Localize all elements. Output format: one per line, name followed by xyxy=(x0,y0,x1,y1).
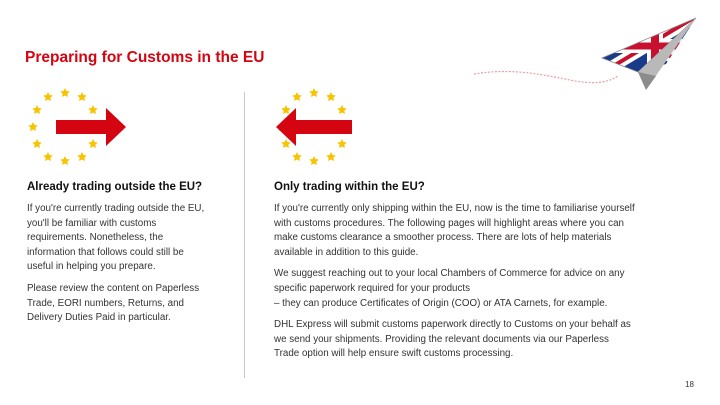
right-paragraph-1: If you're currently only shipping within the EU, now is the time to familiarise yourself with customs procedures. The following pages will highlight areas where you can make customs clearance a smoother process. There are lots of help materials available in addition to this guide. xyxy=(274,203,635,258)
right-column-body xyxy=(274,202,692,369)
eu-stars-arrow-in-icon xyxy=(266,82,376,172)
left-paragraph-2: Please review the content on Paperless Trade, EORI numbers, Returns, and Delivery Duties Paid in particular. xyxy=(27,282,200,324)
right-column-heading: Only trading within the EU? xyxy=(274,181,425,193)
left-column-body xyxy=(27,202,239,333)
left-column-heading: Already trading outside the EU? xyxy=(27,181,203,193)
paper-plane-union-jack-icon xyxy=(470,14,710,96)
right-paragraph-3: DHL Express will submit customs paperwork directly to Customs on your behalf as we send your shipments. Providing the relevant documents via our Paperless Trade option will help ensure swift customs processing. xyxy=(274,319,631,360)
page-number: 18 xyxy=(685,380,694,389)
column-divider xyxy=(244,92,245,378)
right-paragraph-2: We suggest reaching out to your local Chambers of Commerce for advice on any specific paperwork required for your products – they can produce Certificates of Origin (COO) or ATA Carnets, for example. xyxy=(274,268,625,309)
eu-stars-arrow-out-icon xyxy=(20,82,130,172)
left-paragraph-1: If you're currently trading outside the EU, you'll be familiar with customs requirements. Nonetheless, the information that follows could still be useful in helping you prepare. xyxy=(27,203,205,273)
page-title: Preparing for Customs in the EU xyxy=(25,49,265,66)
